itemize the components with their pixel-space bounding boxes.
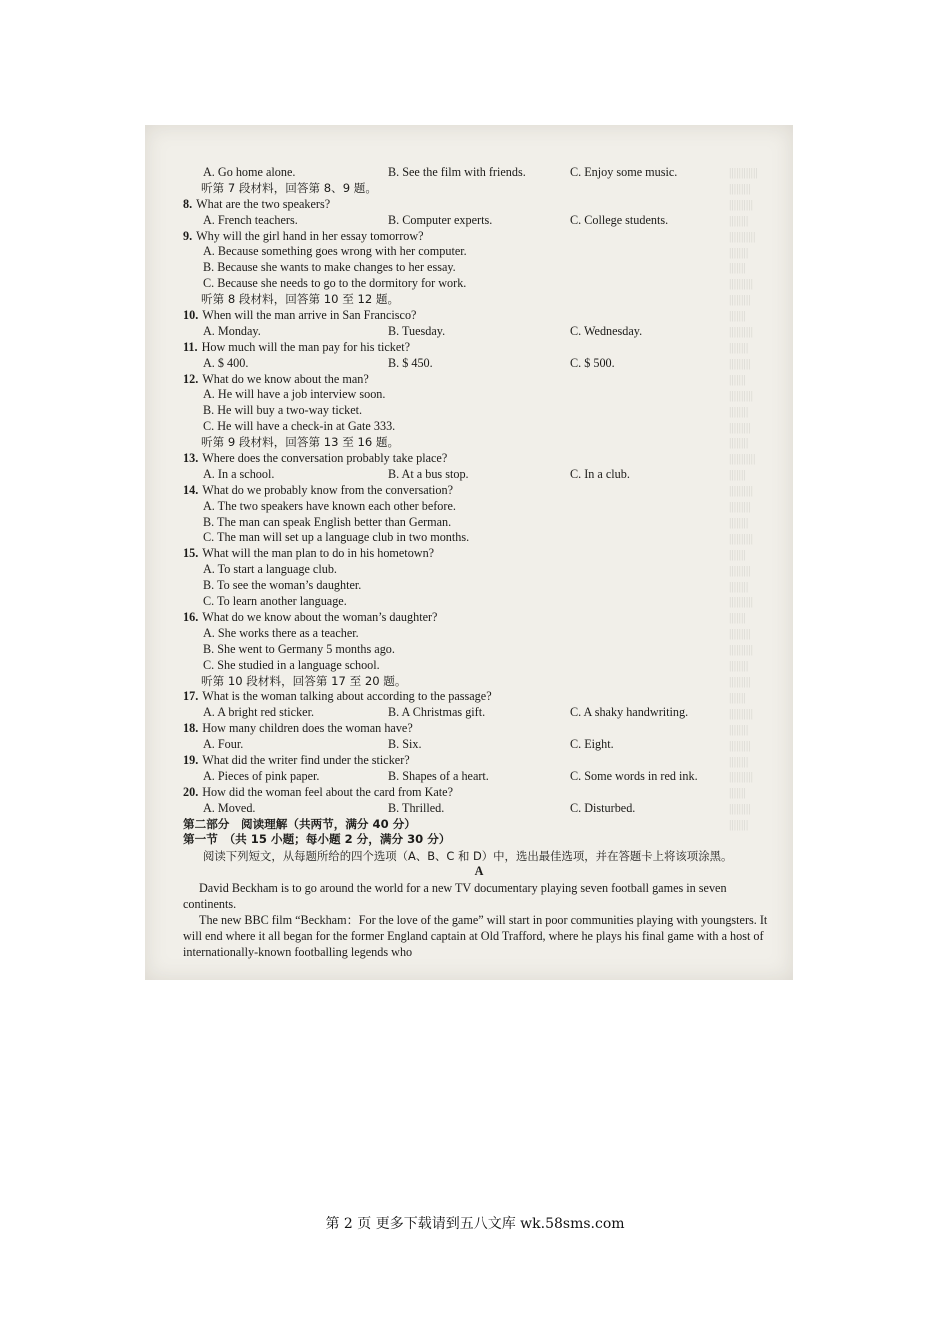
question-number: 12. [183, 371, 199, 386]
option-c: C. To learn another language. [203, 594, 347, 609]
question-16 [183, 610, 775, 626]
question-text: What do we know about the man? [202, 371, 369, 386]
option-b: B. At a bus stop. [388, 466, 469, 481]
question-number: 8. [183, 196, 193, 211]
question-number: 16. [183, 609, 199, 624]
question-text: What did the writer find under the sticker? [202, 752, 410, 767]
section-heading: 听第 10 段材料，回答第 17 至 20 题。 [201, 673, 407, 688]
question-10 [183, 308, 775, 324]
option-b: B. Because she wants to make changes to her essay. [203, 260, 456, 275]
option-b: B. See the film with friends. [388, 165, 526, 179]
q8-options [183, 213, 775, 229]
question-text: What is the woman talking about according to the passage? [202, 689, 492, 704]
exam-content [183, 165, 775, 960]
option-b: B. Computer experts. [388, 212, 493, 227]
passage-label: A [474, 864, 484, 879]
question-17 [183, 689, 775, 705]
section-heading: 听第 9 段材料，回答第 13 至 16 题。 [201, 435, 400, 450]
option-c: C. A shaky handwriting. [570, 705, 689, 720]
question-11 [183, 340, 775, 356]
q7-options [183, 165, 775, 181]
question-18 [183, 721, 775, 737]
question-8 [183, 197, 775, 213]
q18-options [183, 737, 775, 753]
option-b: B. Thrilled. [388, 800, 445, 815]
question-text: Where does the conversation probably take place? [202, 451, 448, 466]
question-number: 10. [183, 308, 199, 323]
option-b: B. She went to Germany 5 months ago. [203, 641, 395, 656]
option-c: C. Disturbed. [570, 800, 636, 815]
q13-options [183, 467, 775, 483]
q20-options [183, 801, 775, 817]
passage-paragraph: David Beckham is to go around the world for a new TV documentary playing seven football games in seven continents. [183, 881, 727, 912]
question-text: How many children does the woman have? [202, 721, 413, 736]
option-a: A. French teachers. [203, 212, 298, 227]
option-a: A. He will have a job interview soon. [203, 387, 386, 402]
question-text: What do we know about the woman’s daughter? [202, 609, 438, 624]
option-a: A. Pieces of pink paper. [203, 768, 320, 783]
option-c: C. In a club. [570, 466, 630, 481]
option-a: A. Because something goes wrong with her computer. [203, 244, 467, 259]
option-c: C. Wednesday. [570, 323, 643, 338]
question-9 [183, 229, 775, 245]
section-heading: 听第 8 段材料，回答第 10 至 12 题。 [201, 292, 400, 307]
question-15 [183, 546, 775, 562]
option-b: B. Shapes of a heart. [388, 768, 489, 783]
reading-instructions: 阅读下列短文，从每题所给的四个选项（A、B、C 和 D）中，选出最佳选项，并在答题卡上将该项涂黑。 [203, 849, 733, 864]
question-text: What do we probably know from the conversation? [202, 482, 454, 497]
option-b: B. Tuesday. [388, 323, 446, 338]
option-a: A. Four. [203, 737, 244, 752]
question-text: What will the man plan to do in his hometown? [202, 546, 435, 561]
option-a: A. $ 400. [203, 355, 249, 370]
question-number: 17. [183, 689, 199, 704]
question-20 [183, 785, 775, 801]
question-text: How did the woman feel about the card from Kate? [202, 784, 454, 799]
bleed-through-texture: |||||||||||| ||||||||| |||||||||| |||||||| ||||||||||| |||||||| ||||||| |||||||||| ||||||||| ||||||| |||||||||| |||||||| ||||||||| ||||||| |||||||||| |||||||| ||||||||| |||||||| ||||||||||| ||||||| |||||||||| ||||||||| |||||||| |||||||||| ||||||| ||||||||| |||||||| |||||||||| ||||||| ||||||||| |||||||||| |||||||| ||||||||| ||||||| |||||||||| |||||||| ||||||||| |||||||| |||||||||| ||||||| ||||||||| |||||||| [729, 165, 758, 832]
passage-paragraph: The new BBC film “Beckham：For the love of the game” will start in poor communities playing with youngsters. It will end where it all began for the former England captain at Old Trafford, where he plays his final game with a host of internationally-known footballing legends who [183, 913, 768, 960]
question-text: Why will the girl hand in her essay tomorrow? [196, 228, 424, 243]
question-text: How much will the man pay for his ticket? [201, 339, 411, 354]
question-14 [183, 483, 775, 499]
option-b: B. A Christmas gift. [388, 705, 486, 720]
question-13 [183, 451, 775, 467]
scanned-page [145, 125, 793, 980]
option-c: C. The man will set up a language club in two months. [203, 530, 470, 545]
q19-options [183, 769, 775, 785]
option-c: C. Because she needs to go to the dormitory for work. [203, 276, 467, 291]
question-number: 15. [183, 546, 199, 561]
question-number: 20. [183, 784, 199, 799]
option-a: A. In a school. [203, 466, 275, 481]
option-a: A. Monday. [203, 323, 261, 338]
option-a: A. Moved. [203, 800, 256, 815]
question-number: 18. [183, 721, 199, 736]
section-one-heading: 第一节 （共 15 小题；每小题 2 分，满分 30 分） [183, 832, 451, 847]
question-text: What are the two speakers? [196, 196, 331, 211]
option-b: B. The man can speak English better than German. [203, 514, 452, 529]
option-a: A. Go home alone. [203, 165, 296, 179]
question-text: When will the man arrive in San Francisco? [202, 308, 417, 323]
q10-options [183, 324, 775, 340]
option-c: C. He will have a check-in at Gate 333. [203, 419, 396, 434]
page-footer: 第 2 页 更多下载请到五八文库 wk.58sms.com [325, 1216, 625, 1232]
option-c: C. Eight. [570, 737, 614, 752]
question-number: 19. [183, 752, 199, 767]
question-number: 9. [183, 228, 193, 243]
option-c: C. Some words in red ink. [570, 768, 698, 783]
option-b: B. He will buy a two-way ticket. [203, 403, 363, 418]
option-c: C. She studied in a language school. [203, 657, 380, 672]
option-a: A. To start a language club. [203, 562, 337, 577]
option-b: B. Six. [388, 737, 422, 752]
option-c: C. Enjoy some music. [570, 165, 678, 179]
part-two-heading: 第二部分 阅读理解（共两节，满分 40 分） [183, 816, 416, 831]
q17-options [183, 705, 775, 721]
option-a: A. She works there as a teacher. [203, 625, 359, 640]
option-b: B. To see the woman’s daughter. [203, 578, 362, 593]
question-number: 11. [183, 339, 198, 354]
section-heading: 听第 7 段材料，回答第 8、9 题。 [201, 180, 377, 195]
question-19 [183, 753, 775, 769]
question-number: 13. [183, 451, 199, 466]
option-a: A. A bright red sticker. [203, 705, 315, 720]
option-b: B. $ 450. [388, 355, 433, 370]
option-a: A. The two speakers have known each other before. [203, 498, 456, 513]
option-c: C. $ 500. [570, 355, 615, 370]
question-12 [183, 372, 775, 388]
q11-options [183, 356, 775, 372]
question-number: 14. [183, 482, 199, 497]
option-c: C. College students. [570, 212, 669, 227]
